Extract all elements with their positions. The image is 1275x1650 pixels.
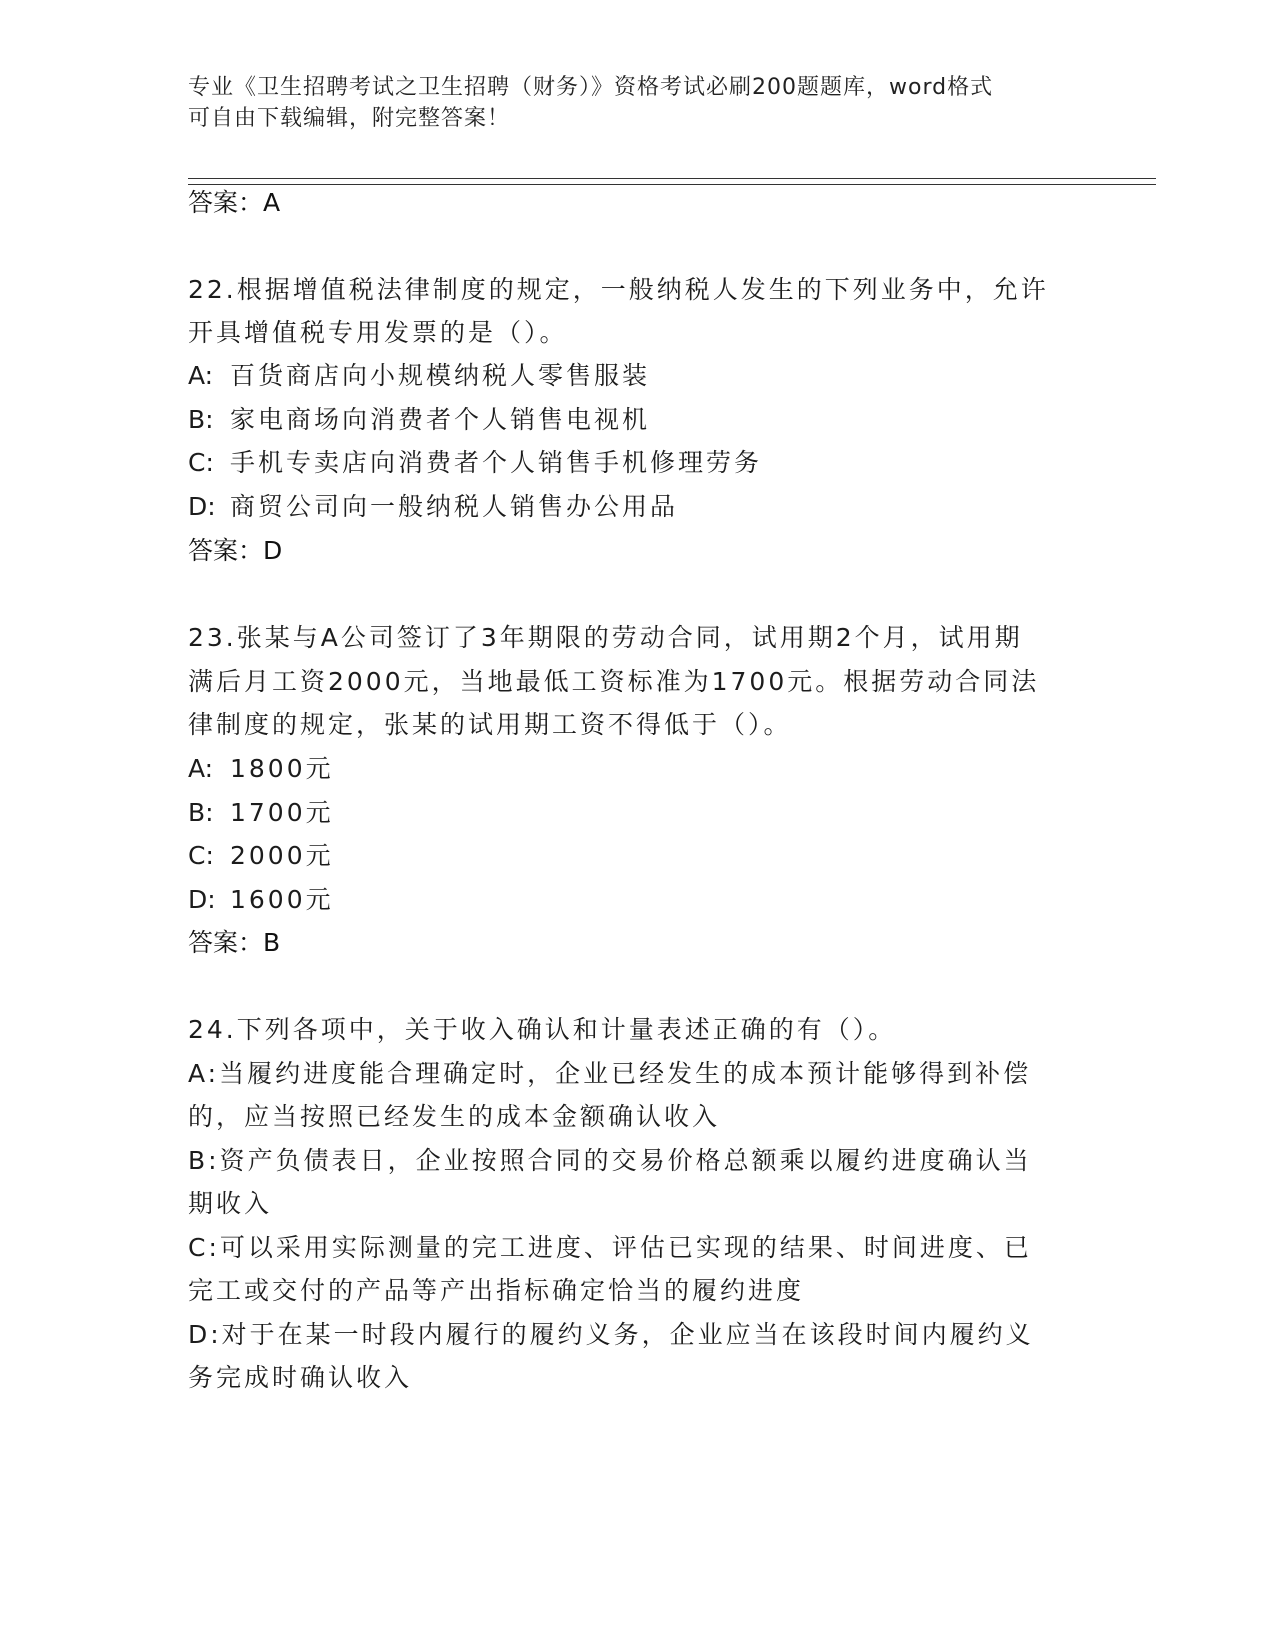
q24-option-b-line-1: B:资产负债表日，企业按照合同的交易价格总额乘以履约进度确认当 <box>188 1146 1032 1175</box>
q22-stem-line-2: 开具增值税专用发票的是（）。 <box>188 318 568 347</box>
q22-option-c-text: 手机专卖店向消费者个人销售手机修理劳务 <box>230 448 763 477</box>
q23-option-b-text: 1700元 <box>230 798 334 827</box>
q24-option-a-line-1: A:当履约进度能合理确定时，企业已经发生的成本预计能够得到补偿 <box>188 1059 1032 1088</box>
q23-option-b <box>188 795 334 831</box>
q24-option-c-line-1: C:可以采用实际测量的完工进度、评估已实现的结果、时间进度、已 <box>188 1233 1032 1262</box>
answer-21: 答案：A <box>188 188 281 217</box>
q22-option-b <box>188 402 650 438</box>
header-line-2: 可自由下载编辑，附完整答案！ <box>188 106 511 131</box>
answer-23: 答案：B <box>188 928 281 957</box>
q23-option-c <box>188 838 334 874</box>
q23-stem-line-3: 律制度的规定，张某的试用期工资不得低于（）。 <box>188 710 792 739</box>
q23-option-c-text: 2000元 <box>230 841 334 870</box>
q22-option-a <box>188 358 650 394</box>
q22-option-d-text: 商贸公司向一般纳税人销售办公用品 <box>230 492 679 521</box>
document-header <box>188 72 1088 134</box>
q23-option-a <box>188 751 334 787</box>
q22-option-a-text: 百货商店向小规模纳税人零售服装 <box>230 361 651 390</box>
q23-option-b-label: B: <box>188 798 214 827</box>
header-divider-top <box>188 178 1156 179</box>
q23-option-a-label: A: <box>188 754 214 783</box>
q22-option-c <box>188 445 762 481</box>
q24-option-b-line-2: 期收入 <box>188 1189 273 1218</box>
q23-option-c-label: C: <box>188 841 214 870</box>
q23-option-d <box>188 882 334 918</box>
header-divider-bottom <box>188 184 1156 185</box>
q22-option-d <box>188 489 678 525</box>
q22-option-b-text: 家电商场向消费者个人销售电视机 <box>230 405 651 434</box>
q23-option-d-text: 1600元 <box>230 885 334 914</box>
q24-option-a-line-2: 的，应当按照已经发生的成本金额确认收入 <box>188 1102 721 1131</box>
q23-stem-line-1: 23.张某与A公司签订了3年期限的劳动合同，试用期2个月，试用期 <box>188 623 1023 652</box>
q22-option-b-label: B: <box>188 405 214 434</box>
q24-option-d-line-2: 务完成时确认收入 <box>188 1363 413 1392</box>
q24-stem-line-1: 24.下列各项中，关于收入确认和计量表述正确的有（）。 <box>188 1015 897 1044</box>
q23-stem-line-2: 满后月工资2000元，当地最低工资标准为1700元。根据劳动合同法 <box>188 667 1040 696</box>
header-line-1: 专业《卫生招聘考试之卫生招聘（财务）》资格考试必刷200题题库，word格式 <box>188 75 994 100</box>
q23-option-d-label: D: <box>188 885 216 914</box>
answer-22: 答案：D <box>188 536 283 565</box>
q24-option-c-line-2: 完工或交付的产品等产出指标确定恰当的履约进度 <box>188 1276 805 1305</box>
q22-option-d-label: D: <box>188 492 216 521</box>
q24-option-d-line-1: D:对于在某一时段内履行的履约义务，企业应当在该段时间内履约义 <box>188 1320 1034 1349</box>
q22-stem-line-1: 22.根据增值税法律制度的规定，一般纳税人发生的下列业务中，允许 <box>188 275 1049 304</box>
q22-option-a-label: A: <box>188 361 214 390</box>
q23-option-a-text: 1800元 <box>230 754 334 783</box>
q22-option-c-label: C: <box>188 448 214 477</box>
